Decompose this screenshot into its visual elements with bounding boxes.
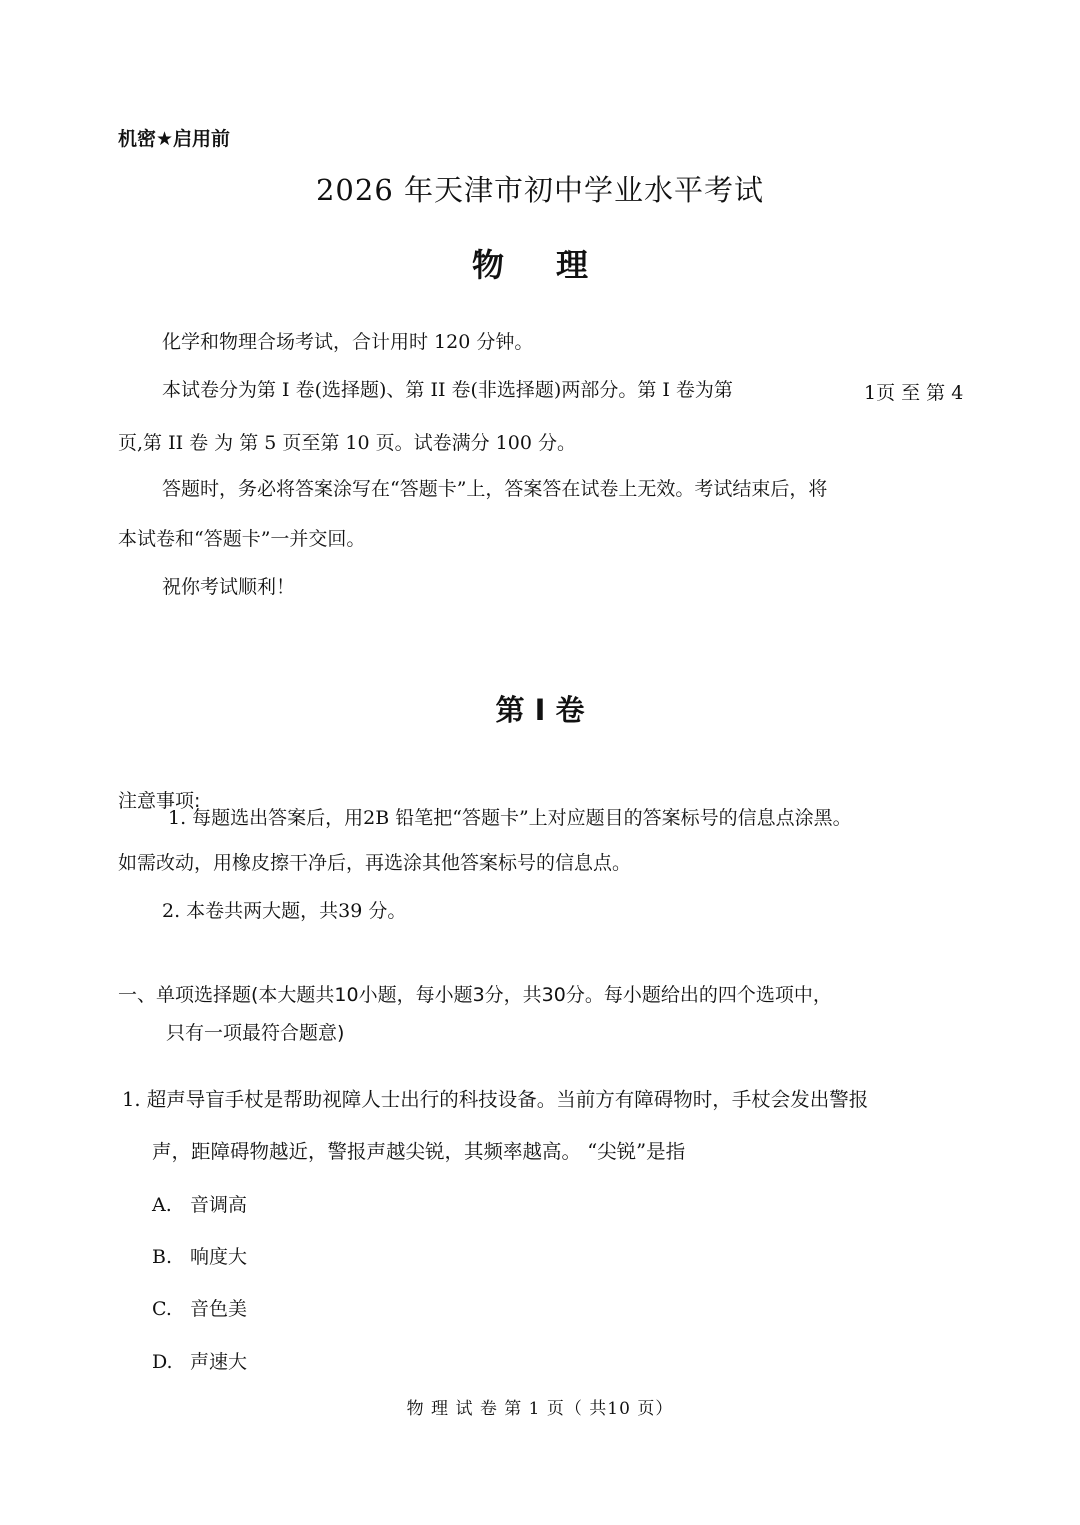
option-letter: A. xyxy=(152,1194,172,1216)
subject-char-1: 物 xyxy=(472,246,505,284)
intro-line-5: 本试卷和“答题卡”一并交回。 xyxy=(118,528,366,550)
subject-char-2: 理 xyxy=(556,246,589,284)
intro-line-4: 答题时，务必将答案涂写在“答题卡”上，答案答在试卷上无效。考试结束后，将 xyxy=(162,478,828,500)
intro-line-2a: 本试卷分为第 I 卷(选择题)、第 II 卷(非选择题)两部分。第 I 卷为第 xyxy=(162,379,733,401)
option-text: 响度大 xyxy=(190,1246,248,1268)
option-b xyxy=(152,1242,247,1269)
option-d xyxy=(152,1347,247,1374)
section-1-heading: 一、单项选择题(本大题共10小题，每小题3分，共30分。每小题给出的四个选项中， xyxy=(118,984,832,1006)
subject-title xyxy=(472,240,588,286)
note-1-continued: 如需改动，用橡皮擦干净后，再选涂其他答案标号的信息点。 xyxy=(118,852,632,874)
option-text: 声速大 xyxy=(190,1351,248,1373)
note-1: 1. 每题选出答案后，用2B 铅笔把“答题卡”上对应题目的答案标号的信息点涂黑。 xyxy=(168,807,852,829)
option-text: 音调高 xyxy=(190,1194,248,1216)
exam-title: 2026 年天津市初中学业水平考试 xyxy=(315,173,765,207)
question-1-stem: 1. 超声导盲手杖是帮助视障人士出行的科技设备。当前方有障碍物时，手杖会发出警报 xyxy=(122,1088,869,1111)
intro-line-6: 祝你考试顺利！ xyxy=(162,576,296,598)
intro-line-1: 化学和物理合场考试，合计用时 120 分钟。 xyxy=(162,331,534,353)
notes-heading: 注意事项: xyxy=(118,790,201,812)
page-footer: 物 理 试 卷 第 1 页（ 共10 页） xyxy=(406,1399,674,1419)
option-letter: D. xyxy=(152,1351,173,1373)
intro-line-2b: 1页 至 第 4 xyxy=(864,382,964,404)
volume-title: 第 I 卷 xyxy=(495,693,585,727)
intro-line-3: 页,第 II 卷 为 第 5 页至第 10 页。试卷满分 100 分。 xyxy=(118,432,576,454)
section-1-heading-continued: 只有一项最符合题意) xyxy=(166,1022,345,1044)
confidential-label: 机密★启用前 xyxy=(118,128,231,150)
option-c xyxy=(152,1294,247,1321)
option-text: 音色美 xyxy=(190,1298,248,1320)
option-letter: C. xyxy=(152,1298,172,1320)
option-a xyxy=(152,1190,247,1217)
option-letter: B. xyxy=(152,1246,173,1268)
note-2: 2. 本卷共两大题，共39 分。 xyxy=(162,900,407,922)
question-1-stem-continued: 声，距障碍物越近，警报声越尖锐，其频率越高。 “尖锐”是指 xyxy=(152,1140,686,1163)
